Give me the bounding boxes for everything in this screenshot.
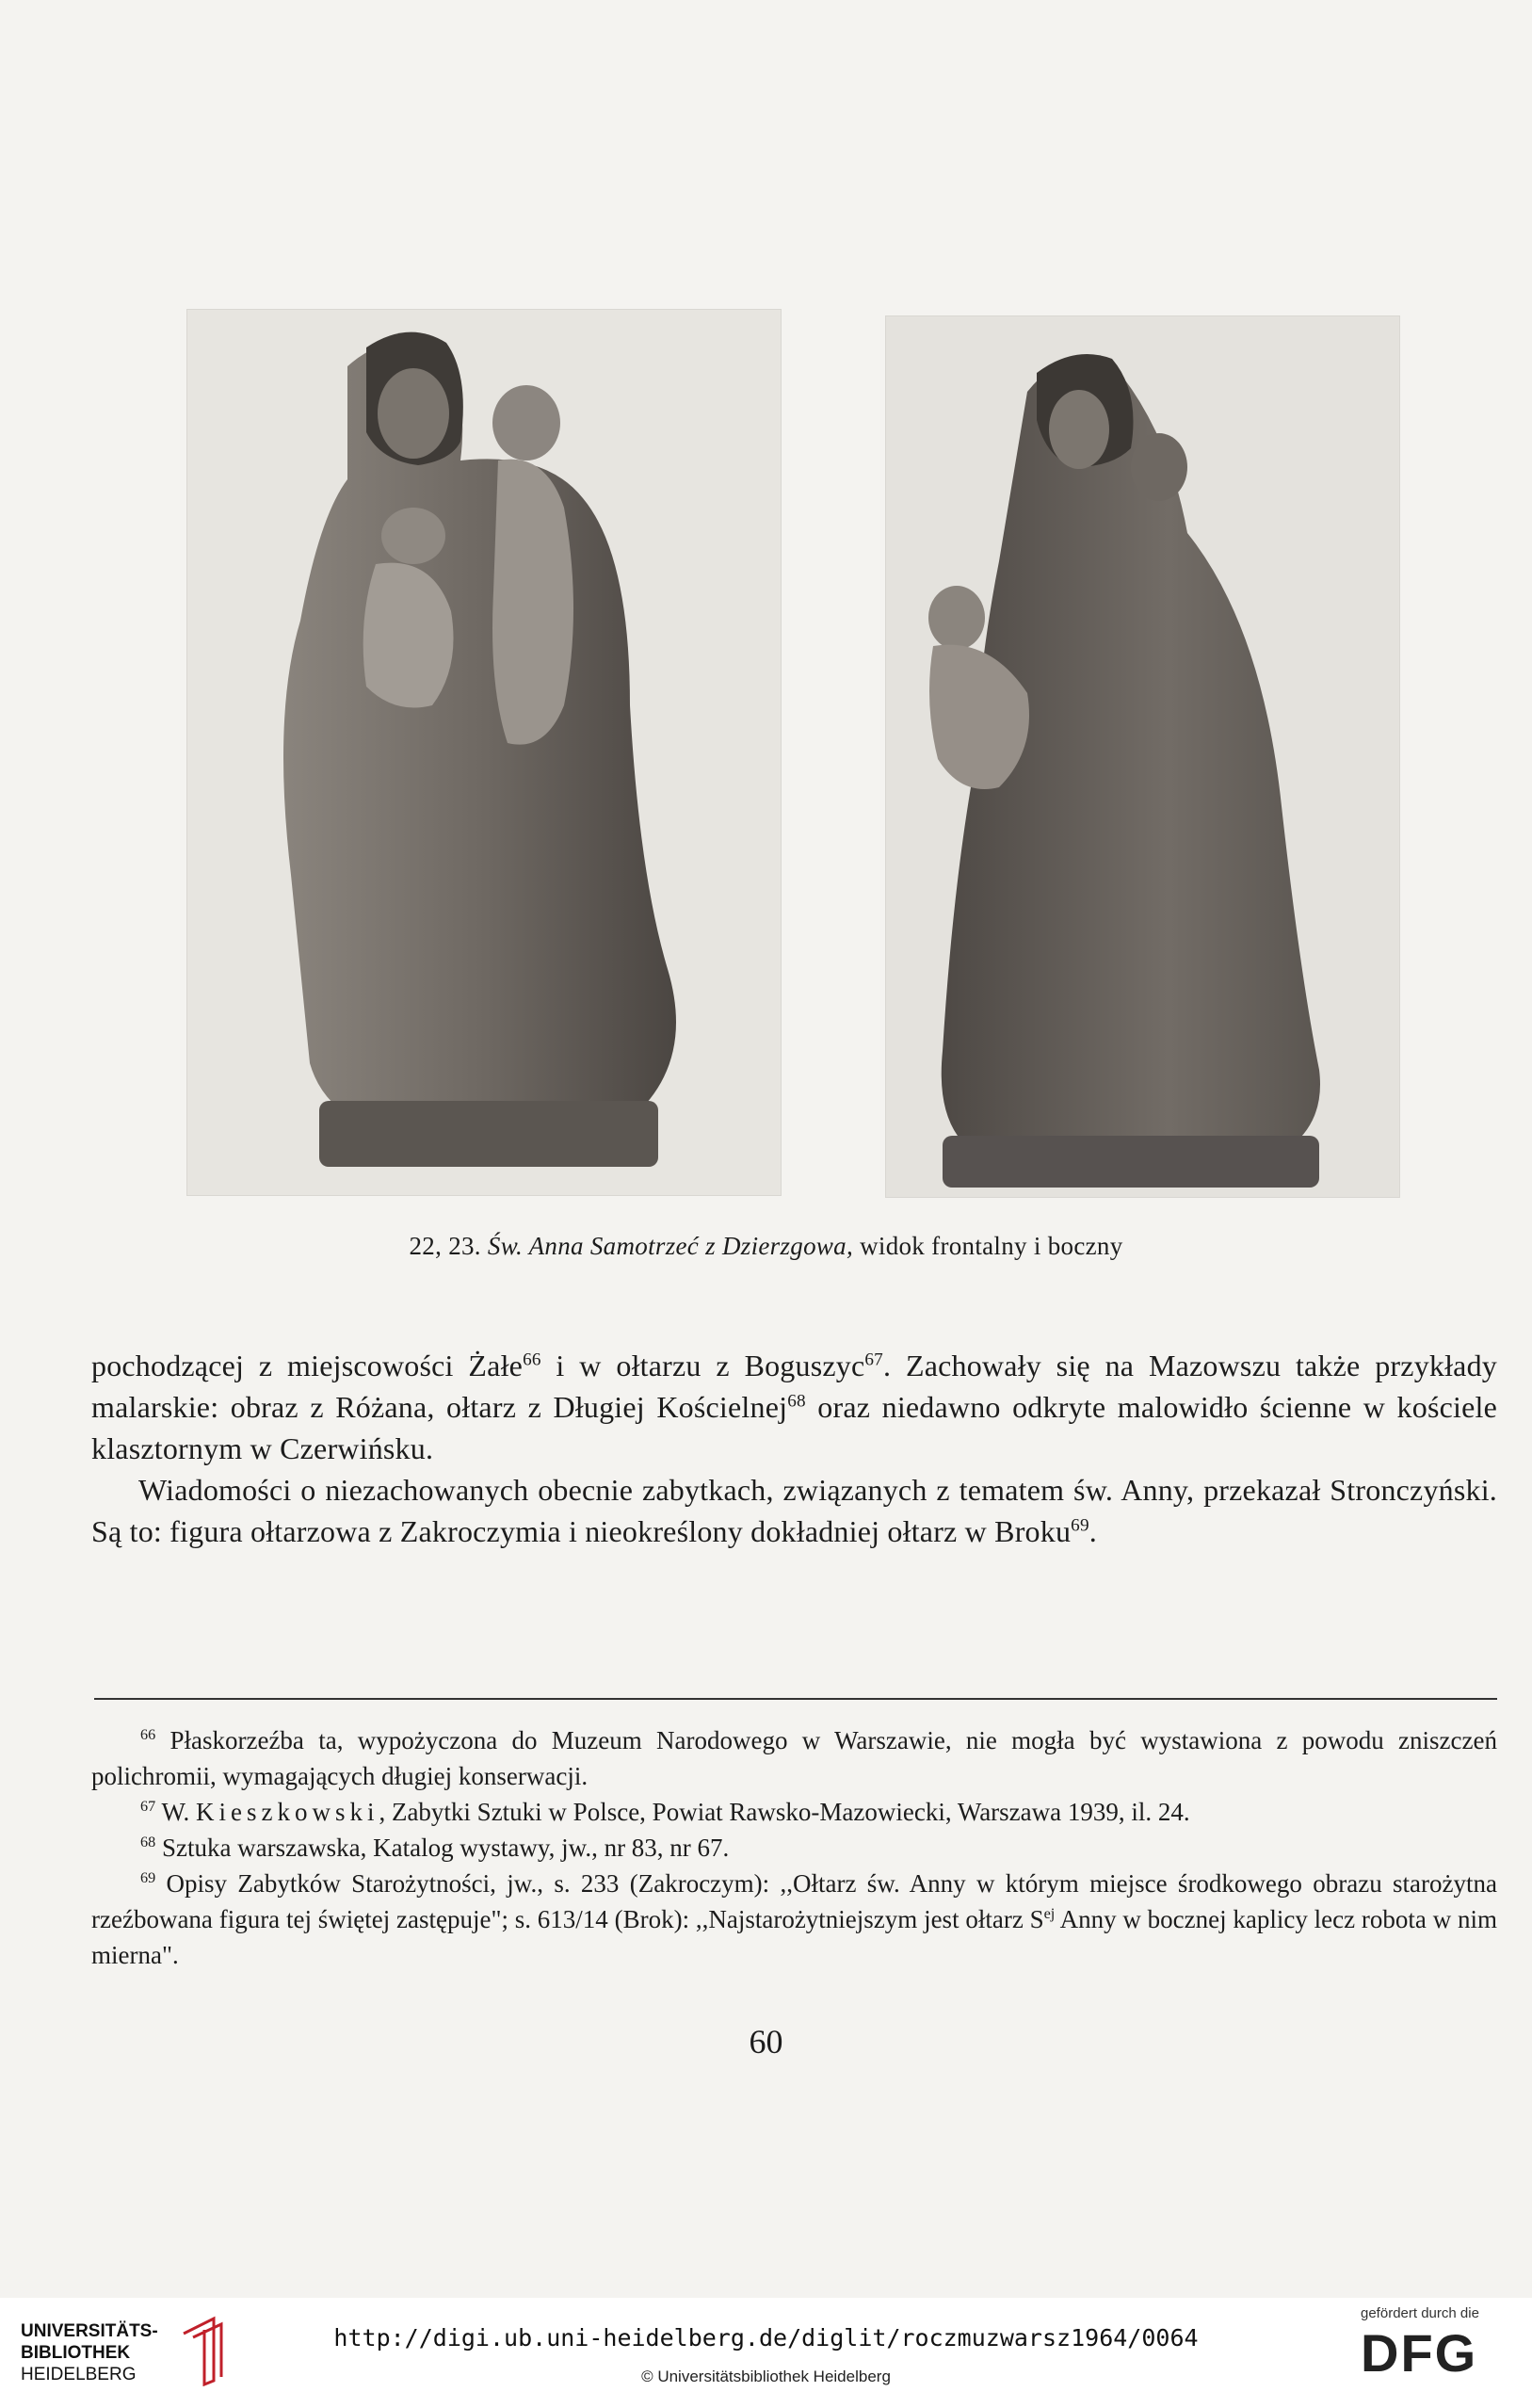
footnote-divider xyxy=(94,1698,1497,1700)
paragraph-2: Wiadomości o niezachowanych obecnie zabytkach, związanych z tematem św. Anny, przekazał Stronczyński. Są to: figura ołtarzowa z Zakroczymia i nieokreślony dokładniej ołtarz w Broku$^{69}$. xyxy=(91,1473,1497,1548)
library-line-1: UNIVERSITÄTS- xyxy=(21,2321,158,2341)
body-text xyxy=(91,1345,1497,1552)
footnote-ref-67[interactable]: 67 xyxy=(864,1349,883,1370)
author-name: Kieszkowski xyxy=(195,1798,379,1826)
figure-caption xyxy=(0,1232,1532,1261)
footnote-ref-68[interactable]: 68 xyxy=(787,1391,806,1412)
sculpture-side-image xyxy=(886,316,1399,1197)
permalink-url[interactable]: http://digi.ub.uni-heidelberg.de/diglit/roczmuzwarsz1964/0064 xyxy=(333,2324,1199,2351)
footer-bar xyxy=(0,2298,1532,2408)
footnote-ref-66[interactable]: 66 xyxy=(523,1349,541,1370)
sculpture-frontal-image xyxy=(187,310,781,1195)
library-line-2: BIBLIOTHEK xyxy=(21,2343,131,2363)
copyright-notice: © Universitätsbibliothek Heidelberg xyxy=(641,2368,891,2385)
caption-numbers: 22, 23. xyxy=(409,1232,481,1260)
funded-by-label: gefördert durch die xyxy=(1361,2305,1479,2321)
photo-sculpture-side xyxy=(885,315,1400,1198)
caption-rest: widok frontalny i boczny xyxy=(860,1232,1123,1260)
footnote-67: $^{67}$ W. Kieszkowski, Zabytki Sztuki w Polsce, Powiat Rawsko-Mazowiecki, Warszawa 1939, il. 24. xyxy=(140,1798,1190,1826)
footnote-ref-69[interactable]: 69 xyxy=(1071,1515,1089,1536)
dfg-logo[interactable] xyxy=(1361,2305,1511,2400)
footnotes xyxy=(91,1722,1497,1973)
footnote-68: $^{68}$ Sztuka warszawska, Katalog wystawy, jw., nr 83, nr 67. xyxy=(140,1834,730,1862)
page-number: 60 xyxy=(749,2023,783,2061)
footnote-66: $^{66}$ Płaskorzeźba ta, wypożyczona do Muzeum Narodowego w Warszawie, nie mogła być wystawiona z powodu zniszczeń polichromii, wymagających długiej konserwacji. xyxy=(91,1726,1497,1790)
paragraph-1: pochodzącej z miejscowości Żałe$^{66}$ i w ołtarzu z Boguszyc$^{67}$. Zachowały się na Mazowszu także przykłady malarskie: obraz z Różana, ołtarz z Długiej Kościelnej$^{68}$ oraz niedawno odkryte malowidło ścienne w kościele klasztornym w Czerwińsku. xyxy=(91,1349,1497,1465)
footnote-69: $^{69}$ Opisy Zabytków Starożytności, jw., s. 233 (Zakroczym): ,,Ołtarz św. Anny w którym miejsce środkowego obrazu starożytna rzeźbowana figura tej świętej zastępuje"; s. 613/14 (Brok): ,,Najstarożytniejszym jest ołtarz $S^{ej}$ Anny w bocznej kaplicy lecz robota w nim mierna". xyxy=(91,1869,1497,1969)
dfg-wordmark: DFG xyxy=(1361,2323,1478,2383)
library-line-3: HEIDELBERG xyxy=(21,2365,137,2384)
caption-title: Św. Anna Samotrzeć z Dzierzgowa, xyxy=(487,1232,854,1260)
photo-sculpture-frontal xyxy=(186,309,782,1196)
